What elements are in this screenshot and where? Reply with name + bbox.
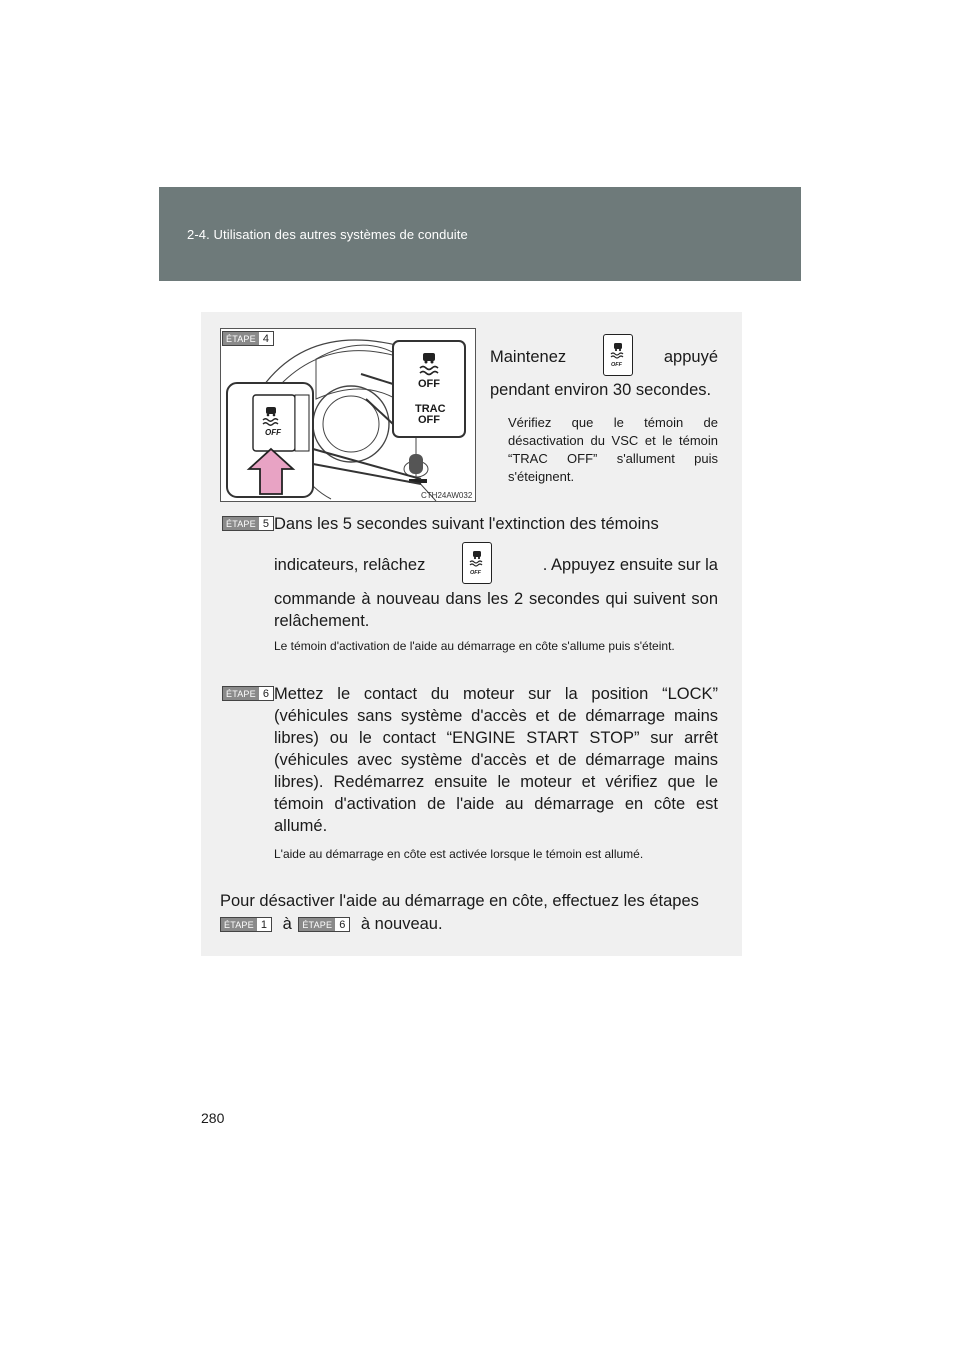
closing-line2: ÉTAPE 1 à ÉTAPE 6 à nouveau. — [220, 913, 718, 935]
svg-text:OFF: OFF — [611, 362, 622, 368]
step6-note: L'aide au démarrage en côte est activée lorsque le témoin est allumé. — [274, 847, 644, 861]
step5-line3: commande à nouveau dans les 2 secondes qui suivent son relâchement. — [274, 590, 718, 630]
step6-text: Mettez le contact du moteur sur la position “LOCK” (véhicules sans système d'accès et de démarrage mains libres) ou le contact “ENGINE START STOP” sur arrêt (véhicules avec système d'accès et de démarrage mains libres). Redémarrez ensuite le moteur et vérifiez que le témoin d'activation de l'aide au démarrage en côte est allumé. — [274, 685, 718, 835]
switch-off-label: OFF — [265, 428, 281, 437]
callout-trac-label: TRAC — [415, 403, 446, 415]
vsc-off-button-icon — [462, 542, 492, 584]
callout-trac-off-label: OFF — [418, 414, 440, 426]
step4-note: Vérifiez que le témoin de désactivation du VSC et le témoin “TRAC OFF” s'allument puis s'éteignent. — [508, 415, 718, 484]
vsc-off-button-icon — [603, 334, 633, 376]
step5-badge: ÉTAPE 5 — [222, 515, 274, 533]
section-header-band — [159, 187, 801, 281]
step5-line1: Dans les 5 secondes suivant l'extinction des témoins — [274, 515, 659, 533]
step5-line2: indicateurs, relâchez OFF . Appuyez ensuite sur la — [274, 554, 718, 578]
step5-note: Le témoin d'activation de l'aide au démarrage en côte s'allume puis s'éteint. — [274, 639, 675, 653]
step4-instruction-line2: pendant environ 30 secondes. — [490, 381, 712, 399]
page-number: 280 — [201, 1110, 225, 1126]
closing-line1: Pour désactiver l'aide au démarrage en côte, effectuez les étapes — [220, 892, 699, 910]
step4-instruction-line1: Maintenez OFF appuyé — [490, 346, 718, 370]
dashboard-illustration — [220, 328, 476, 502]
section-title: 2-4. Utilisation des autres systèmes de conduite — [187, 227, 468, 242]
step4-badge: ÉTAPE 4 — [222, 330, 274, 348]
step6-badge: ÉTAPE 6 — [222, 685, 274, 703]
callout-off-label: OFF — [418, 378, 440, 390]
svg-text:OFF: OFF — [470, 570, 481, 576]
illustration-code: CTH24AW032 — [421, 491, 473, 500]
